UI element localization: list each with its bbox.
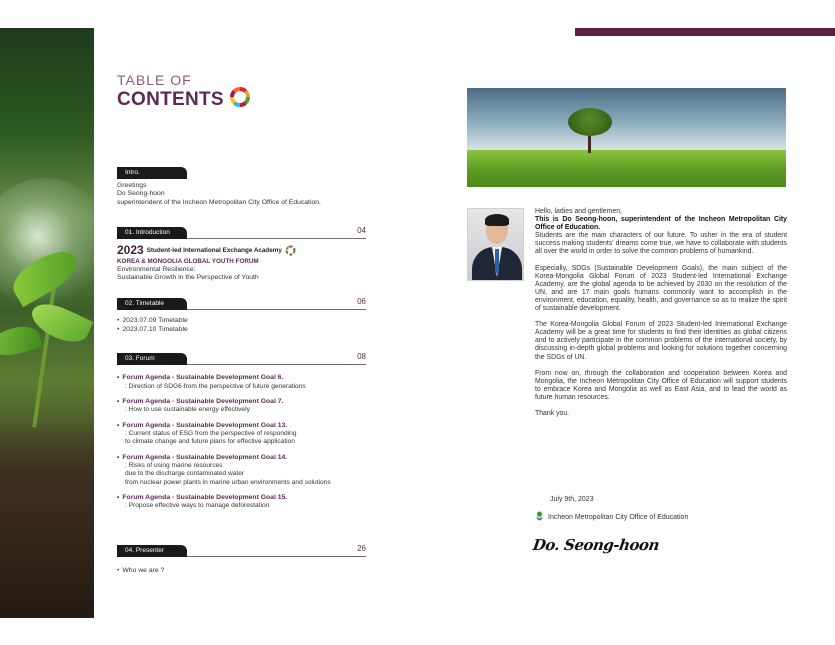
agenda-item: • Forum Agenda - Sustainable Development Goal 13. : Current status of ESG from the perspective of responding to climate change and future plans for effective application [117,421,297,446]
list-item: • 2023.07.10 Timetable [117,325,188,333]
list-item: • Who we are ? [117,567,165,574]
sdg-wheel-small-icon [285,245,296,256]
forum-tag: 03. Forum [117,353,187,365]
toc-introduction[interactable] [117,227,366,283]
intro-line: Do Seong-hoon [117,190,165,198]
signature: Do. Seong-hoon [531,536,661,554]
agenda-item: • Forum Agenda - Sustainable Development Goal 6. : Direction of SDG6 from the perspective of future generations [117,374,306,390]
forum-year: 2023 [117,243,144,257]
page-number: 04 [357,226,366,235]
superintendent-portrait [467,208,524,281]
forum-academy: Student-led International Exchange Academy [146,246,282,254]
agenda-item: • Forum Agenda - Sustainable Development Goal 7. : How to use sustainable energy effectively [117,397,284,414]
page-number: 26 [357,544,366,553]
page-number: 06 [357,297,366,306]
forum-theme: Sustainable Growth in the Perspective of Youth [117,274,259,282]
office-name: Incheon Metropolitan City Office of Education [548,514,689,521]
toc-intro [117,167,366,207]
forum-theme: Environmental Resilience: [117,266,196,273]
greeting-letter [535,208,787,418]
toc-title-line1: TABLE OF [117,72,192,88]
timetable-tag: 02. Timetable [117,298,187,310]
forum-name: KOREA & MONGOLIA GLOBAL YOUTH FORUM [117,258,259,265]
sdg-wheel-icon [229,86,251,108]
toc-title-line2: CONTENTS [117,89,224,110]
letter-paragraph: The Korea-Mongolia Global Forum of 2023 Student-led International Exchange Academy will be a great time for students to find their identities as global citizens and to actively participate in the common problems of the international society, by discussing in-depth global problems and looking for solutions together concerning the SDGs of UN. [535,321,787,361]
office-line [535,511,688,524]
presenter-tag: 04. Presenter [117,545,187,557]
letter-paragraph: Students are the main characters of our future. To usher in the era of student success making students' dreams come true, we have to collaborate with students all over the world in order to solve the common problems of humankind. [535,232,787,256]
letter-greeting: Hello, ladies and gentlemen, [535,208,622,215]
letter-paragraph: Especially, SDGs (Sustainable Development Goals), the main subject of the Korea-Mongolia Global Forum of 2023 Student-led International Exchange Academy, are the global agenda to be achieved by 2030 on the resolution of the UN, and are 17 main goals humans commonly want to accomplish in the environment, education, equality, health, and governance so as to realize the spirit of sustainable development. [535,264,787,313]
page-number: 08 [357,352,366,361]
decorative-bar [575,28,835,36]
office-logo-icon [535,511,544,524]
letter-date: July 9th, 2023 [550,496,594,503]
toc-timetable[interactable] [117,298,366,334]
introduction-tag: 01. Introduction [117,227,187,239]
landscape-photo [467,88,786,187]
nature-photo [0,28,94,618]
intro-line: Greetings [117,182,147,189]
intro-line: superintendent of the Incheon Metropolitan City Office of Education. [117,198,321,206]
agenda-item: • Forum Agenda - Sustainable Development Goal 15. : Propose effective ways to manage deforestation [117,493,288,510]
list-item: • 2023.07.09 Timetable [117,317,188,324]
intro-tag: Intro. [117,167,187,179]
toc-presenter[interactable] [117,545,366,576]
agenda-item: • Forum Agenda - Sustainable Development Goal 14. : Risks of using marine resources due to the discharge contaminated water from nuclear power plants in marine urban environments and solutions [117,453,331,486]
toc-forum[interactable] [117,353,366,511]
letter-paragraph: From now on, through the collaboration and cooperation between Korea and Mongolia, the Incheon Metropolitan City Office of Education will support students to embrace Korea and Mongolia as well as East Asia, and to lead the world as future human resources. [535,369,787,401]
letter-intro: This is Do Seong-hoon, superintendent of the Incheon Metropolitan City Office of Education. [535,216,787,232]
letter-closing: Thank you. [535,409,570,417]
